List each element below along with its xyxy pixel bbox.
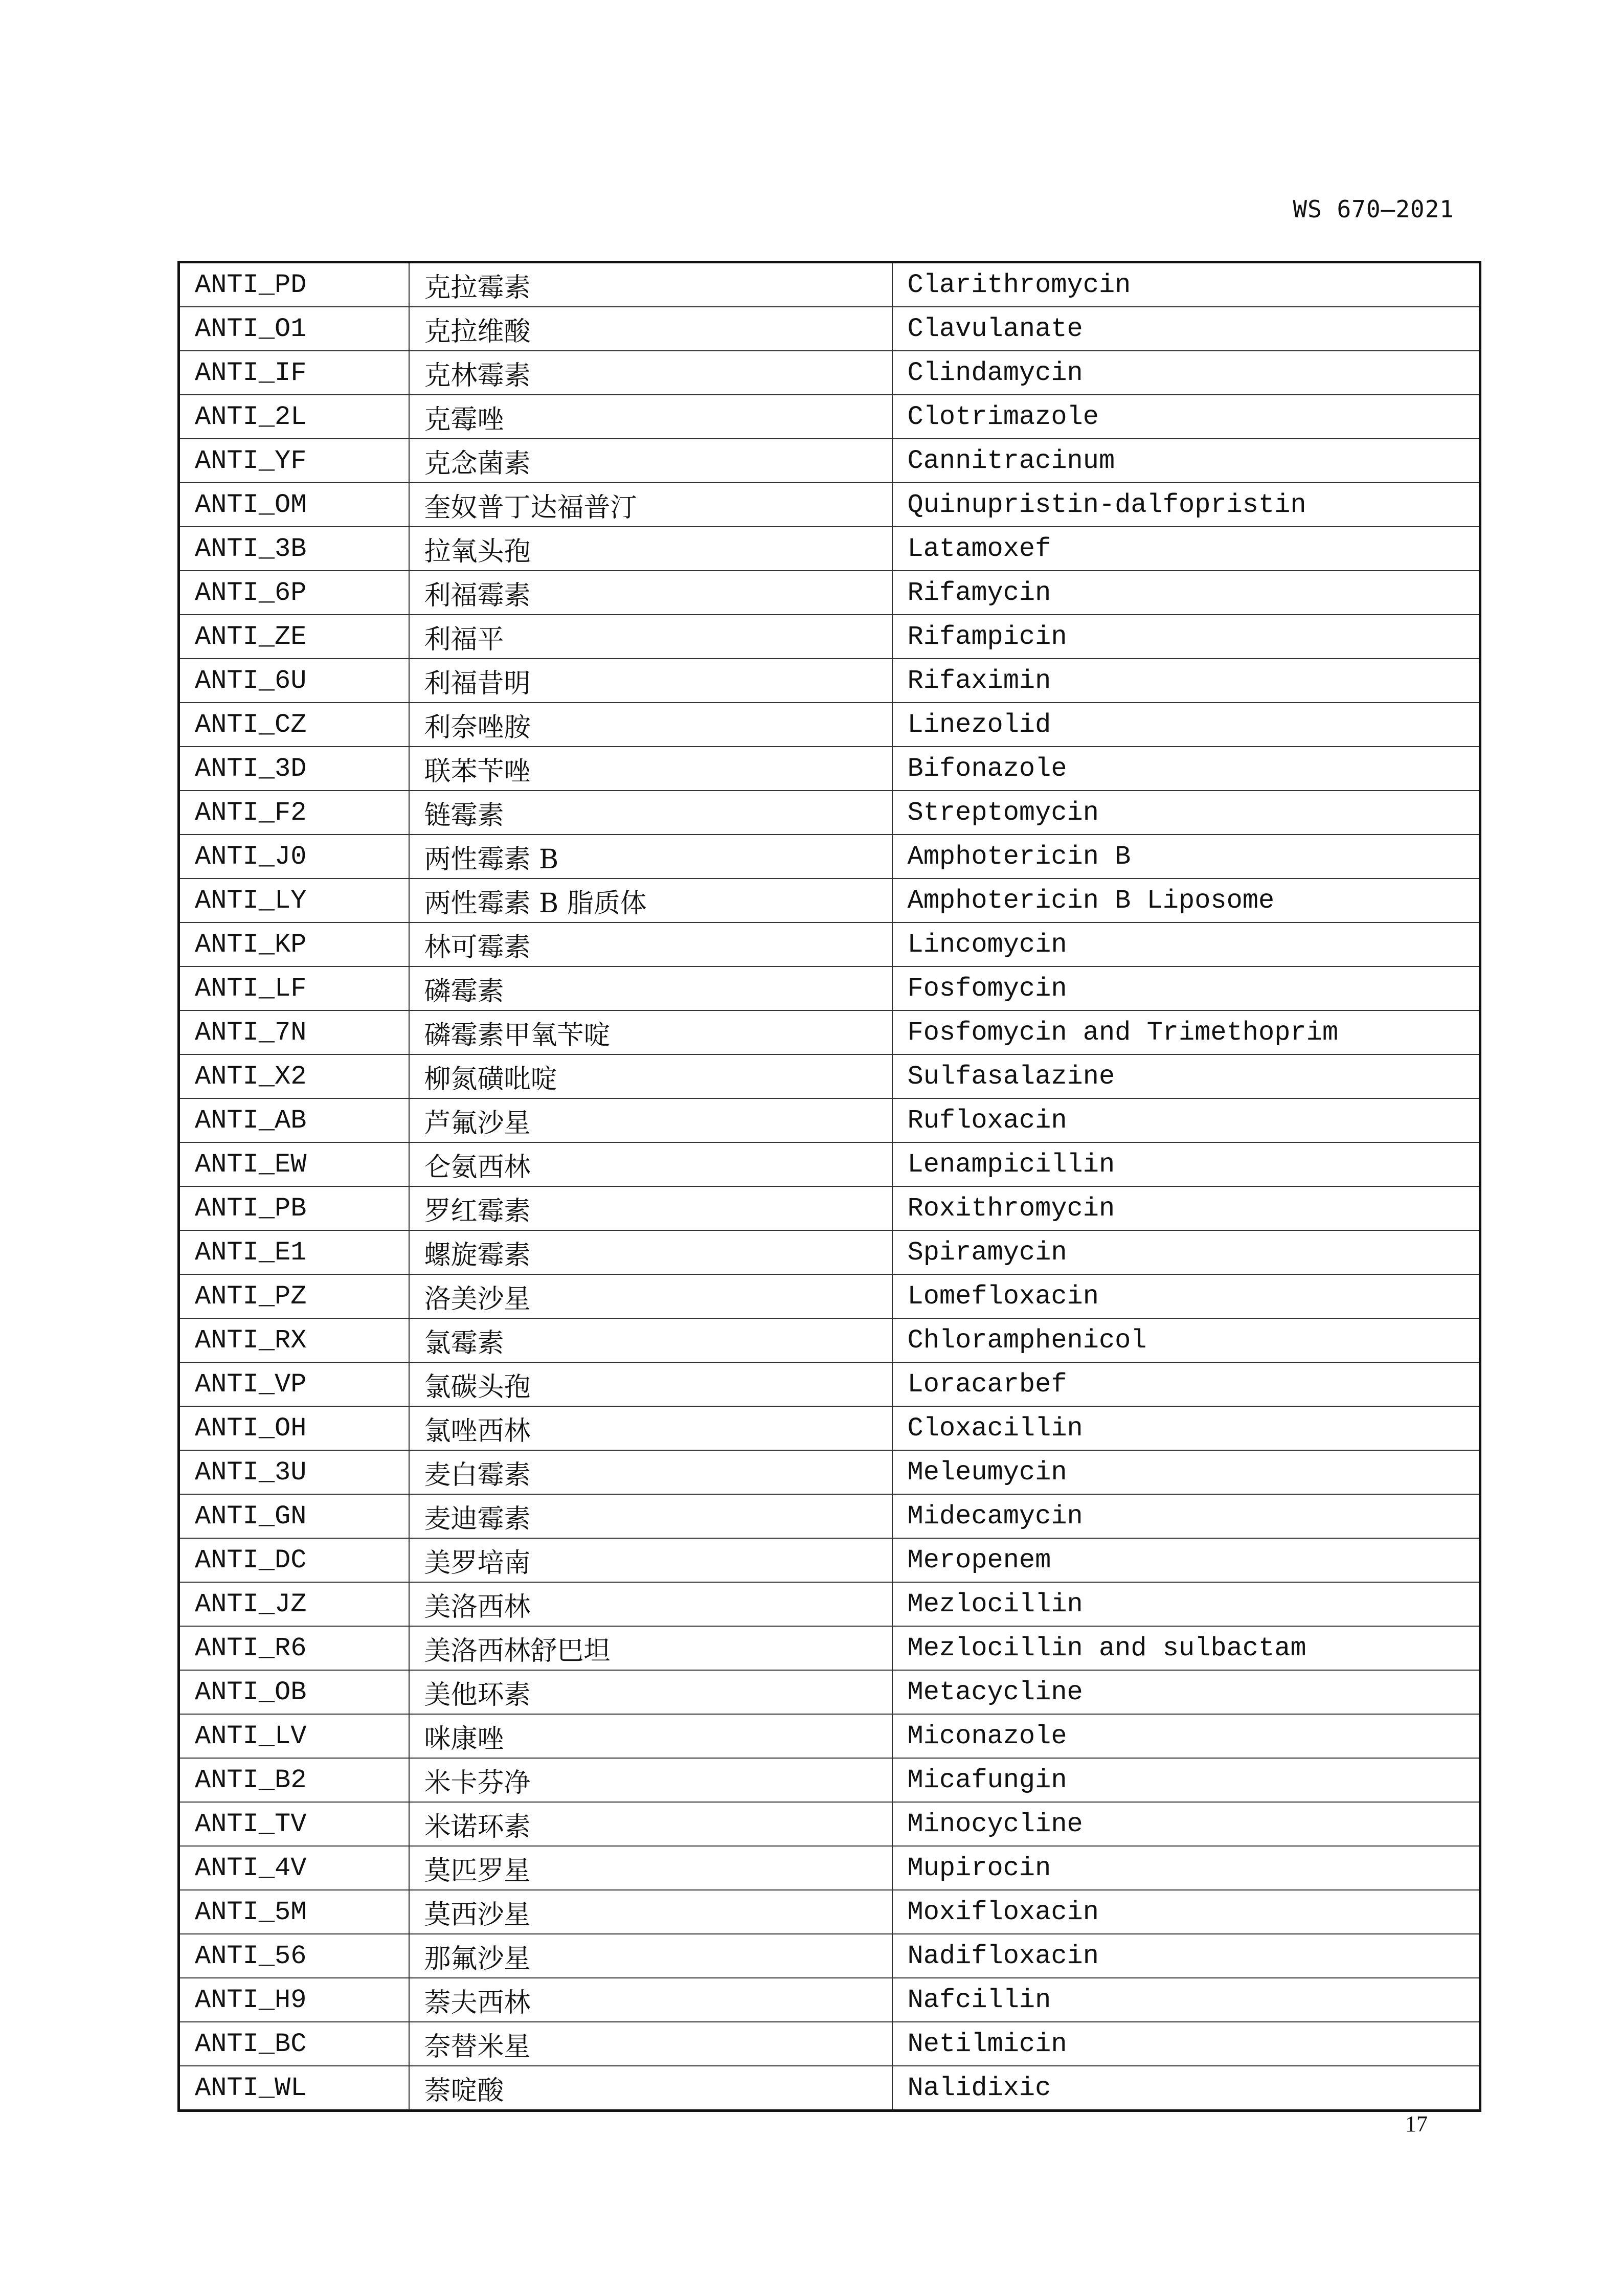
chinese-name-cell: 美洛西林舒巴坦 xyxy=(409,1626,892,1670)
antibiotic-code-cell: ANTI_PD xyxy=(179,262,409,307)
chinese-name-cell: 莫匹罗星 xyxy=(409,1846,892,1890)
antibiotic-code-cell: ANTI_VP xyxy=(179,1362,409,1406)
antibiotic-code-cell: ANTI_OB xyxy=(179,1670,409,1714)
chinese-name-cell: 磷霉素甲氧苄啶 xyxy=(409,1010,892,1054)
chinese-name-cell: 克拉霉素 xyxy=(409,262,892,307)
table-row xyxy=(179,1582,1480,1626)
table-row xyxy=(179,879,1480,922)
antibiotic-code-cell: ANTI_IF xyxy=(179,351,409,395)
chinese-name-cell: 莫西沙星 xyxy=(409,1890,892,1934)
chinese-name-cell: 米诺环素 xyxy=(409,1802,892,1846)
chinese-name-cell: 克霉唑 xyxy=(409,395,892,439)
antibiotic-code-cell: ANTI_CZ xyxy=(179,703,409,747)
table-row xyxy=(179,659,1480,703)
table-row xyxy=(179,1230,1480,1274)
table-row xyxy=(179,527,1480,571)
chinese-name-cell: 利福昔明 xyxy=(409,659,892,703)
chinese-name-cell: 氯碳头孢 xyxy=(409,1362,892,1406)
antibiotic-code-cell: ANTI_E1 xyxy=(179,1230,409,1274)
table-row xyxy=(179,1098,1480,1142)
table-row xyxy=(179,703,1480,747)
english-name-cell: Clotrimazole xyxy=(892,395,1480,439)
chinese-name-cell: 克拉维酸 xyxy=(409,307,892,351)
chinese-name-cell: 利奈唑胺 xyxy=(409,703,892,747)
english-name-cell: Spiramycin xyxy=(892,1230,1480,1274)
antibiotic-code-cell: ANTI_PB xyxy=(179,1186,409,1230)
table-row xyxy=(179,747,1480,791)
antibiotic-code-cell: ANTI_R6 xyxy=(179,1626,409,1670)
page-header-standard-code: WS 670—2021 xyxy=(1293,195,1454,223)
table-row xyxy=(179,439,1480,483)
chinese-name-cell: 林可霉素 xyxy=(409,922,892,966)
chinese-name-cell: 柳氮磺吡啶 xyxy=(409,1054,892,1098)
antibiotic-code-cell: ANTI_J0 xyxy=(179,835,409,879)
english-name-cell: Lincomycin xyxy=(892,922,1480,966)
table-row xyxy=(179,1890,1480,1934)
antibiotic-code-cell: ANTI_ZE xyxy=(179,615,409,659)
antibiotic-code-cell: ANTI_4V xyxy=(179,1846,409,1890)
table-row xyxy=(179,2066,1480,2111)
antibiotic-code-cell: ANTI_3B xyxy=(179,527,409,571)
chinese-name-cell: 克念菌素 xyxy=(409,439,892,483)
antibiotic-code-cell: ANTI_3D xyxy=(179,747,409,791)
table-row xyxy=(179,351,1480,395)
chinese-name-cell: 螺旋霉素 xyxy=(409,1230,892,1274)
table-row xyxy=(179,1274,1480,1318)
english-name-cell: Loracarbef xyxy=(892,1362,1480,1406)
antibiotic-code-cell: ANTI_WL xyxy=(179,2066,409,2111)
english-name-cell: Nadifloxacin xyxy=(892,1934,1480,1978)
english-name-cell: Quinupristin-dalfopristin xyxy=(892,483,1480,527)
chinese-name-cell: 奈替米星 xyxy=(409,2022,892,2066)
english-name-cell: Mezlocillin xyxy=(892,1582,1480,1626)
table-row xyxy=(179,571,1480,615)
english-name-cell: Meleumycin xyxy=(892,1450,1480,1494)
english-name-cell: Latamoxef xyxy=(892,527,1480,571)
english-name-cell: Fosfomycin xyxy=(892,966,1480,1010)
antibiotic-code-cell: ANTI_3U xyxy=(179,1450,409,1494)
antibiotic-code-cell: ANTI_LV xyxy=(179,1714,409,1758)
english-name-cell: Bifonazole xyxy=(892,747,1480,791)
antibiotic-code-cell: ANTI_OM xyxy=(179,483,409,527)
table-row xyxy=(179,1758,1480,1802)
antibiotic-code-cell: ANTI_RX xyxy=(179,1318,409,1362)
chinese-name-cell: 麦迪霉素 xyxy=(409,1494,892,1538)
english-name-cell: Clavulanate xyxy=(892,307,1480,351)
antibiotic-code-cell: ANTI_BC xyxy=(179,2022,409,2066)
antibiotic-code-cell: ANTI_LF xyxy=(179,966,409,1010)
english-name-cell: Rifamycin xyxy=(892,571,1480,615)
table-row xyxy=(179,1186,1480,1230)
english-name-cell: Streptomycin xyxy=(892,791,1480,835)
page-number: 17 xyxy=(1405,2111,1428,2136)
table-row xyxy=(179,791,1480,835)
chinese-name-cell: 芦氟沙星 xyxy=(409,1098,892,1142)
chinese-name-cell: 两性霉素 B xyxy=(409,835,892,879)
chinese-name-cell: 萘夫西林 xyxy=(409,1978,892,2022)
english-name-cell: Micafungin xyxy=(892,1758,1480,1802)
english-name-cell: Midecamycin xyxy=(892,1494,1480,1538)
table-row xyxy=(179,1450,1480,1494)
english-name-cell: Amphotericin B xyxy=(892,835,1480,879)
antibiotic-code-cell: ANTI_EW xyxy=(179,1142,409,1186)
antibiotic-code-cell: ANTI_LY xyxy=(179,879,409,922)
table-row xyxy=(179,615,1480,659)
antibiotic-code-cell: ANTI_F2 xyxy=(179,791,409,835)
english-name-cell: Cannitracinum xyxy=(892,439,1480,483)
table-row xyxy=(179,1406,1480,1450)
english-name-cell: Moxifloxacin xyxy=(892,1890,1480,1934)
english-name-cell: Roxithromycin xyxy=(892,1186,1480,1230)
english-name-cell: Clindamycin xyxy=(892,351,1480,395)
table-row xyxy=(179,1318,1480,1362)
chinese-name-cell: 磷霉素 xyxy=(409,966,892,1010)
table-row xyxy=(179,1846,1480,1890)
chinese-name-cell: 那氟沙星 xyxy=(409,1934,892,1978)
table-body xyxy=(179,262,1480,2111)
table-row xyxy=(179,966,1480,1010)
chinese-name-cell: 仑氨西林 xyxy=(409,1142,892,1186)
antibiotic-code-cell: ANTI_2L xyxy=(179,395,409,439)
chinese-name-cell: 麦白霉素 xyxy=(409,1450,892,1494)
english-name-cell: Mezlocillin and sulbactam xyxy=(892,1626,1480,1670)
chinese-name-cell: 拉氧头孢 xyxy=(409,527,892,571)
antibiotic-code-cell: ANTI_5M xyxy=(179,1890,409,1934)
table-row xyxy=(179,1934,1480,1978)
antibiotic-code-cell: ANTI_PZ xyxy=(179,1274,409,1318)
english-name-cell: Amphotericin B Liposome xyxy=(892,879,1480,922)
english-name-cell: Rufloxacin xyxy=(892,1098,1480,1142)
chinese-name-cell: 米卡芬净 xyxy=(409,1758,892,1802)
table-row xyxy=(179,1538,1480,1582)
english-name-cell: Rifampicin xyxy=(892,615,1480,659)
chinese-name-cell: 美洛西林 xyxy=(409,1582,892,1626)
table-row xyxy=(179,2022,1480,2066)
table-row xyxy=(179,1626,1480,1670)
table-row xyxy=(179,1362,1480,1406)
antibiotic-code-cell: ANTI_O1 xyxy=(179,307,409,351)
chinese-name-cell: 利福平 xyxy=(409,615,892,659)
antibiotic-code-cell: ANTI_YF xyxy=(179,439,409,483)
chinese-name-cell: 奎奴普丁达福普汀 xyxy=(409,483,892,527)
english-name-cell: Clarithromycin xyxy=(892,262,1480,307)
antibiotic-code-cell: ANTI_X2 xyxy=(179,1054,409,1098)
antibiotic-code-cell: ANTI_GN xyxy=(179,1494,409,1538)
antibiotic-code-cell: ANTI_56 xyxy=(179,1934,409,1978)
antibiotic-code-cell: ANTI_6P xyxy=(179,571,409,615)
antibiotic-code-cell: ANTI_KP xyxy=(179,922,409,966)
antibiotic-code-cell: ANTI_7N xyxy=(179,1010,409,1054)
chinese-name-cell: 两性霉素 B 脂质体 xyxy=(409,879,892,922)
english-name-cell: Nalidixic xyxy=(892,2066,1480,2111)
english-name-cell: Meropenem xyxy=(892,1538,1480,1582)
table-row xyxy=(179,1494,1480,1538)
english-name-cell: Fosfomycin and Trimethoprim xyxy=(892,1010,1480,1054)
table-row xyxy=(179,1714,1480,1758)
antibiotic-code-cell: ANTI_TV xyxy=(179,1802,409,1846)
table-row xyxy=(179,395,1480,439)
table-row xyxy=(179,1802,1480,1846)
table-row xyxy=(179,835,1480,879)
antibiotic-code-cell: ANTI_DC xyxy=(179,1538,409,1582)
antibiotic-code-cell: ANTI_JZ xyxy=(179,1582,409,1626)
english-name-cell: Minocycline xyxy=(892,1802,1480,1846)
chinese-name-cell: 洛美沙星 xyxy=(409,1274,892,1318)
english-name-cell: Nafcillin xyxy=(892,1978,1480,2022)
table-row xyxy=(179,307,1480,351)
english-name-cell: Lenampicillin xyxy=(892,1142,1480,1186)
antibiotic-code-table xyxy=(177,261,1481,2112)
antibiotic-code-cell: ANTI_OH xyxy=(179,1406,409,1450)
chinese-name-cell: 克林霉素 xyxy=(409,351,892,395)
chinese-name-cell: 美他环素 xyxy=(409,1670,892,1714)
antibiotic-code-cell: ANTI_B2 xyxy=(179,1758,409,1802)
table-row xyxy=(179,1978,1480,2022)
chinese-name-cell: 美罗培南 xyxy=(409,1538,892,1582)
english-name-cell: Linezolid xyxy=(892,703,1480,747)
chinese-name-cell: 咪康唑 xyxy=(409,1714,892,1758)
english-name-cell: Sulfasalazine xyxy=(892,1054,1480,1098)
english-name-cell: Mupirocin xyxy=(892,1846,1480,1890)
english-name-cell: Netilmicin xyxy=(892,2022,1480,2066)
chinese-name-cell: 氯唑西林 xyxy=(409,1406,892,1450)
chinese-name-cell: 链霉素 xyxy=(409,791,892,835)
table-row xyxy=(179,922,1480,966)
antibiotic-code-cell: ANTI_AB xyxy=(179,1098,409,1142)
table-row xyxy=(179,483,1480,527)
chinese-name-cell: 萘啶酸 xyxy=(409,2066,892,2111)
english-name-cell: Miconazole xyxy=(892,1714,1480,1758)
antibiotic-code-cell: ANTI_H9 xyxy=(179,1978,409,2022)
chinese-name-cell: 氯霉素 xyxy=(409,1318,892,1362)
chinese-name-cell: 罗红霉素 xyxy=(409,1186,892,1230)
table-row xyxy=(179,1054,1480,1098)
english-name-cell: Cloxacillin xyxy=(892,1406,1480,1450)
table-row xyxy=(179,262,1480,307)
english-name-cell: Metacycline xyxy=(892,1670,1480,1714)
table-row xyxy=(179,1670,1480,1714)
chinese-name-cell: 利福霉素 xyxy=(409,571,892,615)
chinese-name-cell: 联苯苄唑 xyxy=(409,747,892,791)
antibiotic-code-cell: ANTI_6U xyxy=(179,659,409,703)
english-name-cell: Chloramphenicol xyxy=(892,1318,1480,1362)
english-name-cell: Rifaximin xyxy=(892,659,1480,703)
table-row xyxy=(179,1142,1480,1186)
english-name-cell: Lomefloxacin xyxy=(892,1274,1480,1318)
table-row xyxy=(179,1010,1480,1054)
